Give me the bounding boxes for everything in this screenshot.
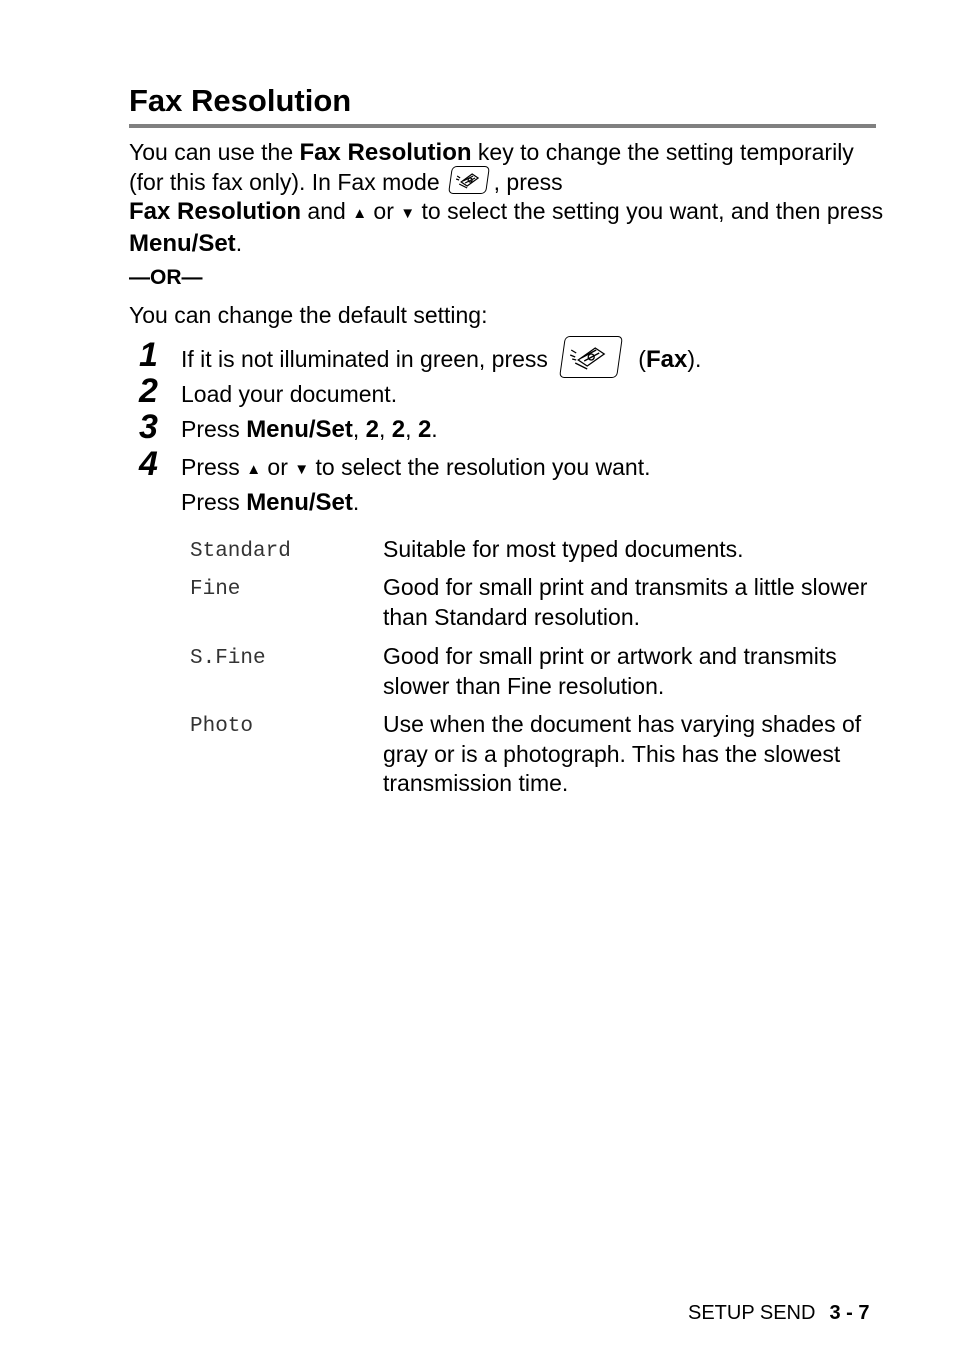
step-text-part: Press bbox=[181, 416, 247, 442]
digit-key-label: 2 bbox=[391, 416, 406, 443]
option-code: Standard bbox=[190, 540, 291, 563]
step-number: 4 bbox=[139, 445, 158, 483]
option-code: S.Fine bbox=[190, 647, 266, 670]
step-text-part: ( bbox=[631, 346, 646, 373]
step-text-part: to select the resolution you want. bbox=[309, 454, 651, 480]
footer-section: SETUP SEND bbox=[688, 1302, 816, 1324]
step-text-part: Press bbox=[181, 454, 247, 480]
fax-mode-key-icon bbox=[448, 166, 490, 194]
digit-key-label: 2 bbox=[417, 416, 432, 443]
fax-resolution-key-label: Fax Resolution bbox=[129, 198, 302, 225]
step-number: 1 bbox=[139, 336, 158, 374]
option-code: Photo bbox=[190, 715, 254, 738]
intro-text: . bbox=[235, 229, 243, 256]
step-text-part: or bbox=[261, 454, 295, 480]
step-text-part: . bbox=[431, 416, 438, 442]
intro-paragraph bbox=[129, 138, 889, 258]
intro-text: , press bbox=[493, 168, 563, 195]
step-number: 3 bbox=[139, 408, 158, 446]
menu-set-key-label: Menu/Set bbox=[246, 416, 353, 443]
step-text: Load your document. bbox=[181, 381, 398, 407]
up-arrow-icon: ▲ bbox=[352, 205, 368, 222]
fax-key-label: Fax bbox=[645, 346, 688, 374]
step-text-part: ). bbox=[687, 346, 702, 373]
intro-text: to select the setting you want, and then press bbox=[415, 198, 884, 224]
step-text bbox=[181, 415, 438, 444]
step-text-part: , bbox=[379, 416, 392, 442]
step-text-part: , bbox=[352, 416, 366, 442]
step-text bbox=[181, 488, 359, 517]
fax-key-icon bbox=[559, 336, 623, 378]
step-text-part: , bbox=[405, 416, 418, 442]
option-description: Use when the document has varying shades of gray or is a photograph. This has the slowest transmission time. bbox=[383, 711, 862, 796]
step-text bbox=[181, 453, 651, 484]
digit-key-label: 2 bbox=[365, 416, 380, 443]
step-text-part: If it is not illuminated in green, press bbox=[181, 346, 548, 373]
title-divider bbox=[129, 124, 876, 128]
intro-text: key to change the setting temporarily (for this fax only). In Fax mode bbox=[129, 139, 854, 195]
or-text: —OR— bbox=[129, 266, 203, 289]
option-description: Good for small print and transmits a little slower than Standard resolution. bbox=[383, 574, 868, 630]
step-text-part: . bbox=[352, 489, 360, 515]
down-arrow-icon: ▼ bbox=[294, 461, 310, 478]
down-arrow-icon: ▼ bbox=[400, 205, 416, 222]
page-number: 3 - 7 bbox=[829, 1302, 870, 1324]
up-arrow-icon: ▲ bbox=[246, 461, 262, 478]
menu-set-key-label: Menu/Set bbox=[129, 229, 236, 257]
or-separator bbox=[129, 263, 889, 293]
intro-text: and bbox=[301, 198, 353, 224]
option-code: Fine bbox=[190, 578, 241, 601]
step-text bbox=[181, 344, 701, 378]
intro-text: or bbox=[367, 198, 401, 224]
step-text-part: Press bbox=[181, 489, 247, 515]
default-setting-intro: You can change the default setting: bbox=[129, 302, 488, 328]
option-description: Good for small print or artwork and transmits slower than Fine resolution. bbox=[383, 643, 837, 699]
intro-text: You can use the bbox=[129, 139, 300, 165]
step-number: 2 bbox=[139, 372, 158, 410]
option-description: Suitable for most typed documents. bbox=[383, 536, 744, 562]
menu-set-key-label: Menu/Set bbox=[246, 489, 353, 516]
page-footer bbox=[688, 1300, 869, 1326]
fax-resolution-key-label: Fax Resolution bbox=[299, 139, 472, 166]
page-title: Fax Resolution bbox=[129, 83, 352, 118]
